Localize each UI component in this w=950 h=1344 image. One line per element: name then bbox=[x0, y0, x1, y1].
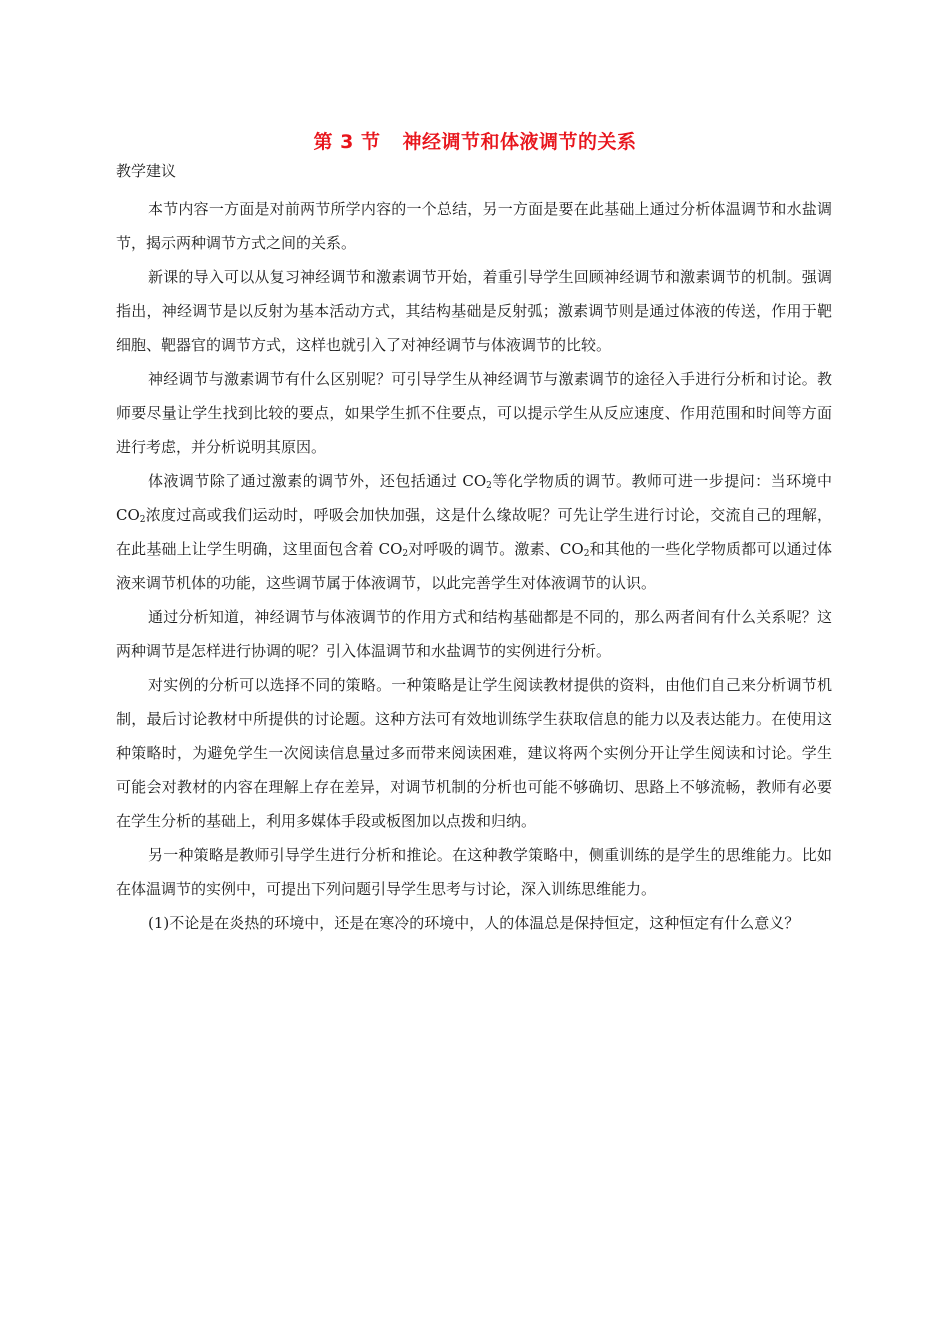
subscript: 2 bbox=[139, 515, 146, 525]
paragraph-6: 对实例的分析可以选择不同的策略。一种策略是让学生阅读教材提供的资料，由他们自己来分析调节机制，最后讨论教材中所提供的讨论题。这种方法可有效地训练学生获取信息的能力以及表达能力。在使用这种策略时，为避免学生一次阅读信息量过多而带来阅读困难，建议将两个实例分开让学生阅读和讨论。学生可能会对教材的内容在理解上存在差异，对调节机制的分析也可能不够确切、思路上不够流畅，教师有必要在学生分析的基础上，利用多媒体手段或板图加以点拨和归纳。 bbox=[116, 676, 832, 830]
paragraph-4-text: 对呼吸的调节。激素、CO bbox=[408, 540, 584, 558]
section-heading: 教学建议 bbox=[116, 162, 177, 180]
paragraph-4 bbox=[116, 464, 832, 600]
paragraph-1: 本节内容一方面是对前两节所学内容的一个总结，另一方面是要在此基础上通过分析体温调节和水盐调节，揭示两种调节方式之间的关系。 bbox=[116, 200, 832, 252]
paragraph-5: 通过分析知道，神经调节与体液调节的作用方式和结构基础都是不同的，那么两者间有什么关系呢？这两种调节是怎样进行协调的呢？引入体温调节和水盐调节的实例进行分析。 bbox=[116, 608, 832, 660]
subscript: 2 bbox=[402, 549, 409, 559]
paragraph-3: 神经调节与激素调节有什么区别呢？可引导学生从神经调节与激素调节的途径入手进行分析和讨论。教师要尽量让学生找到比较的要点，如果学生抓不住要点，可以提示学生从反应速度、作用范围和时间等方面进行考虑，并分析说明其原因。 bbox=[116, 370, 832, 456]
subscript: 2 bbox=[583, 549, 590, 559]
paragraph-4-text: 等化学物质的调节。教师可进一步提问：当环境中 CO bbox=[116, 472, 832, 524]
paragraph-7: 另一种策略是教师引导学生进行分析和推论。在这种教学策略中，侧重训练的是学生的思维能力。比如在体温调节的实例中，可提出下列问题引导学生思考与讨论，深入训练思维能力。 bbox=[116, 846, 832, 898]
paragraph-4-text: 浓度过高或我们运动时，呼吸会加快加强，这是什么缘故呢？可先让学生进行讨论，交流自己的理解，在此基础上让学生明确，这里面包含着 CO bbox=[116, 506, 832, 558]
body-text bbox=[116, 192, 832, 940]
title-text: 神经调节和体液调节的关系 bbox=[402, 131, 637, 153]
title-section-number: 第 3 节 bbox=[313, 131, 381, 153]
paragraph-2: 新课的导入可以从复习神经调节和激素调节开始，着重引导学生回顾神经调节和激素调节的机制。强调指出，神经调节是以反射为基本活动方式，其结构基础是反射弧；激素调节则是通过体液的传送，作用于靶细胞、靶器官的调节方式，这样也就引入了对神经调节与体液调节的比较。 bbox=[116, 268, 832, 354]
paragraph-4-text: 和其他的一些化学物质都可以通过体液来调节机体的功能，这些调节属于体液调节，以此完善学生对体液调节的认识。 bbox=[116, 540, 832, 592]
page-title bbox=[0, 128, 950, 156]
subscript: 2 bbox=[486, 481, 492, 491]
paragraph-4-text: 体液调节除了通过激素的调节外，还包括通过 CO bbox=[148, 472, 487, 490]
paragraph-8: (1)不论是在炎热的环境中，还是在寒冷的环境中，人的体温总是保持恒定，这种恒定有什么意义？ bbox=[148, 914, 800, 932]
